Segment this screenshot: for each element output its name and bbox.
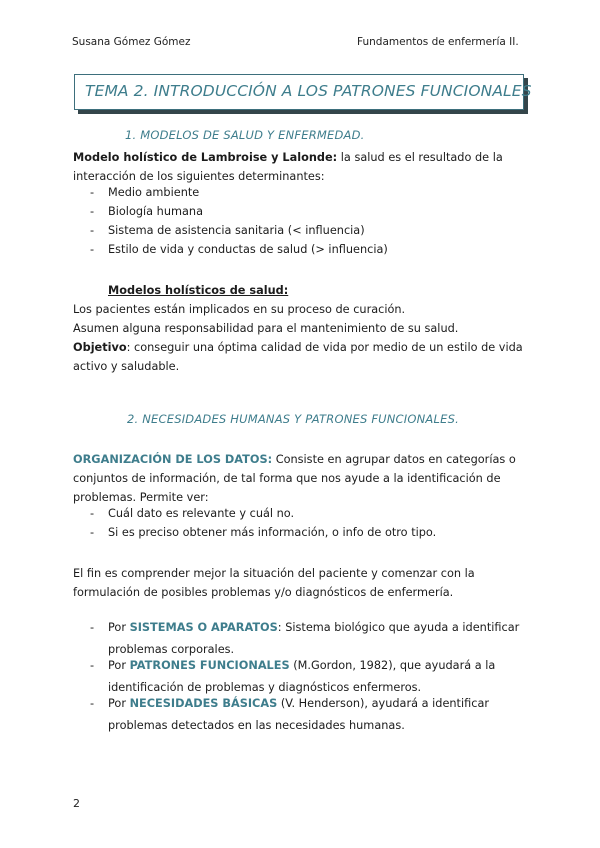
page-title: TEMA 2. INTRODUCCIÓN A LOS PATRONES FUNCIONALES [85,82,532,100]
org-line-3: problemas. Permite ver: [73,491,209,504]
objective-rest: : conseguir una óptima calidad de vida por medio de un estilo de vida [126,341,523,354]
purpose-line-1: El fin es comprender mejor la situación del paciente y comenzar con la [73,567,475,580]
body-line-2: Asumen alguna responsabilidad para el mantenimiento de su salud. [73,322,459,335]
by-highlight: PATRONES FUNCIONALES [129,659,290,672]
body-line-1: Los pacientes están implicados en su proceso de curación. [73,303,406,316]
org-line-1 [73,450,516,469]
purpose-line-2: formulación de posibles problemas y/o diagnósticos de enfermería. [73,586,454,599]
title-box [74,74,532,110]
dash-bullet: - [90,507,95,520]
list-item [0,697,600,716]
org-line-2: conjuntos de información, de tal forma que nos ayude a la identificación de [73,472,501,485]
list-item-text: Si es preciso obtener más información, o info de otro tipo. [108,526,437,539]
by-prefix: Por [108,659,130,672]
list-item [0,621,600,640]
page-number: 2 [73,797,80,810]
intro-rest: la salud es el resultado de la [337,151,503,164]
dash-bullet: - [90,659,95,672]
list-item-text: Biología humana [108,205,204,218]
objective-line-2: activo y saludable. [73,360,180,373]
list-item [0,526,600,545]
list-item [0,659,600,678]
intro-line-2: interacción de los siguientes determinantes: [73,170,325,183]
by-rest: : Sistema biológico que ayuda a identificar [277,621,520,634]
dash-bullet: - [90,621,95,634]
list-item [0,186,600,205]
list-item [0,205,600,224]
objective-label: Objetivo [73,341,127,354]
list-item-text: Sistema de asistencia sanitaria (< influencia) [108,224,365,237]
dash-bullet: - [90,243,95,256]
by-rest: (M.Gordon, 1982), que ayudará a la [289,659,496,672]
by-prefix: Por [108,697,130,710]
by-highlight: SISTEMAS O APARATOS [129,621,278,634]
dash-bullet: - [90,186,95,199]
org-label: ORGANIZACIÓN DE LOS DATOS: [73,453,273,466]
dash-bullet: - [90,224,95,237]
section-heading-1: 1. MODELOS DE SALUD Y ENFERMEDAD. [125,128,365,142]
list-item [0,224,600,243]
objective-line-1 [73,338,523,357]
by-prefix: Por [108,621,130,634]
list-item-text: Estilo de vida y conductas de salud (> influencia) [108,243,388,256]
header-subject: Fundamentos de enfermería II. [357,36,519,48]
by-line-2: problemas detectados en las necesidades humanas. [108,719,405,732]
dash-bullet: - [90,526,95,539]
dash-bullet: - [90,205,95,218]
by-rest: (V. Henderson), ayudará a identificar [277,697,490,710]
intro-line-1 [73,148,503,167]
by-line-2: problemas corporales. [108,643,235,656]
dash-bullet: - [90,697,95,710]
list-item-text: Cuál dato es relevante y cuál no. [108,507,295,520]
org-rest: Consiste en agrupar datos en categorías o [272,453,516,466]
list-item [0,507,600,526]
by-line-2: identificación de problemas y diagnósticos enfermeros. [108,681,422,694]
list-item-text [108,697,489,710]
section-heading-2: 2. NECESIDADES HUMANAS Y PATRONES FUNCIONALES. [127,412,459,426]
intro-bold: Modelo holístico de Lambroise y Lalonde: [73,151,338,164]
list-item-text [108,621,519,634]
list-item [0,243,600,262]
list-item-text [108,659,495,672]
header-author: Susana Gómez Gómez [72,36,191,48]
subheading-holistic: Modelos holísticos de salud: [108,284,289,297]
by-highlight: NECESIDADES BÁSICAS [129,697,278,710]
list-item-text: Medio ambiente [108,186,200,199]
